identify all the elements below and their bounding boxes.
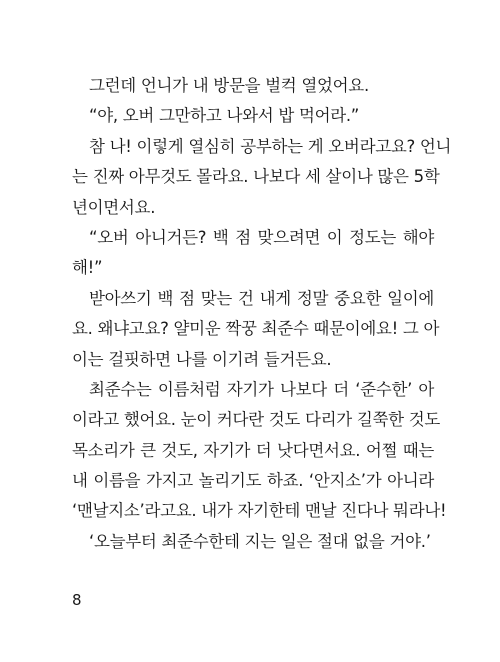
text-line: 이라고 했어요. 눈이 커다란 것도 다리가 길쭉한 것도 <box>72 410 440 430</box>
text-line: 해!” <box>72 258 103 278</box>
text-line: 년이면서요. <box>72 197 156 217</box>
text-line: 그런데 언니가 내 방문을 벌컥 열었어요. <box>89 76 369 95</box>
text-line: 최준수는 이름처럼 자기가 나보다 더 ‘준수한’ 아 <box>89 379 434 399</box>
page-number: 8 <box>72 591 82 609</box>
text-line: 참 나! 이렇게 열심히 공부하는 게 오버라고요? 언니 <box>89 136 452 156</box>
text-line: “오버 아니거든? 백 점 맞으려면 이 정도는 해야 <box>89 227 434 247</box>
text-line: 목소리가 큰 것도, 자기가 더 낫다면서요. 어쩔 때는 <box>72 440 434 460</box>
text-line: 내 이름을 가지고 놀리기도 하죠. ‘안지소’가 아니라 <box>72 471 434 491</box>
text-line: 이는 걸핏하면 나를 이기려 들거든요. <box>72 349 332 369</box>
text-line: “야, 오버 그만하고 나와서 밥 먹어라.” <box>89 106 360 126</box>
text-line: 받아쓰기 백 점 맞는 건 내게 정말 중요한 일이에 <box>89 288 434 308</box>
text-line: ‘오늘부터 최준수한테 지는 일은 절대 없을 거야.’ <box>89 531 431 551</box>
text-line: ‘맨날지소’라고요. 내가 자기한테 맨날 진다나 뭐라나! <box>72 501 447 521</box>
body-text <box>72 71 452 557</box>
text-line: 는 진짜 아무것도 몰라요. 나보다 세 살이나 많은 5학 <box>72 167 440 187</box>
text-line: 요. 왜냐고요? 얄미운 짝꿍 최준수 때문이에요! 그 아 <box>72 319 440 339</box>
